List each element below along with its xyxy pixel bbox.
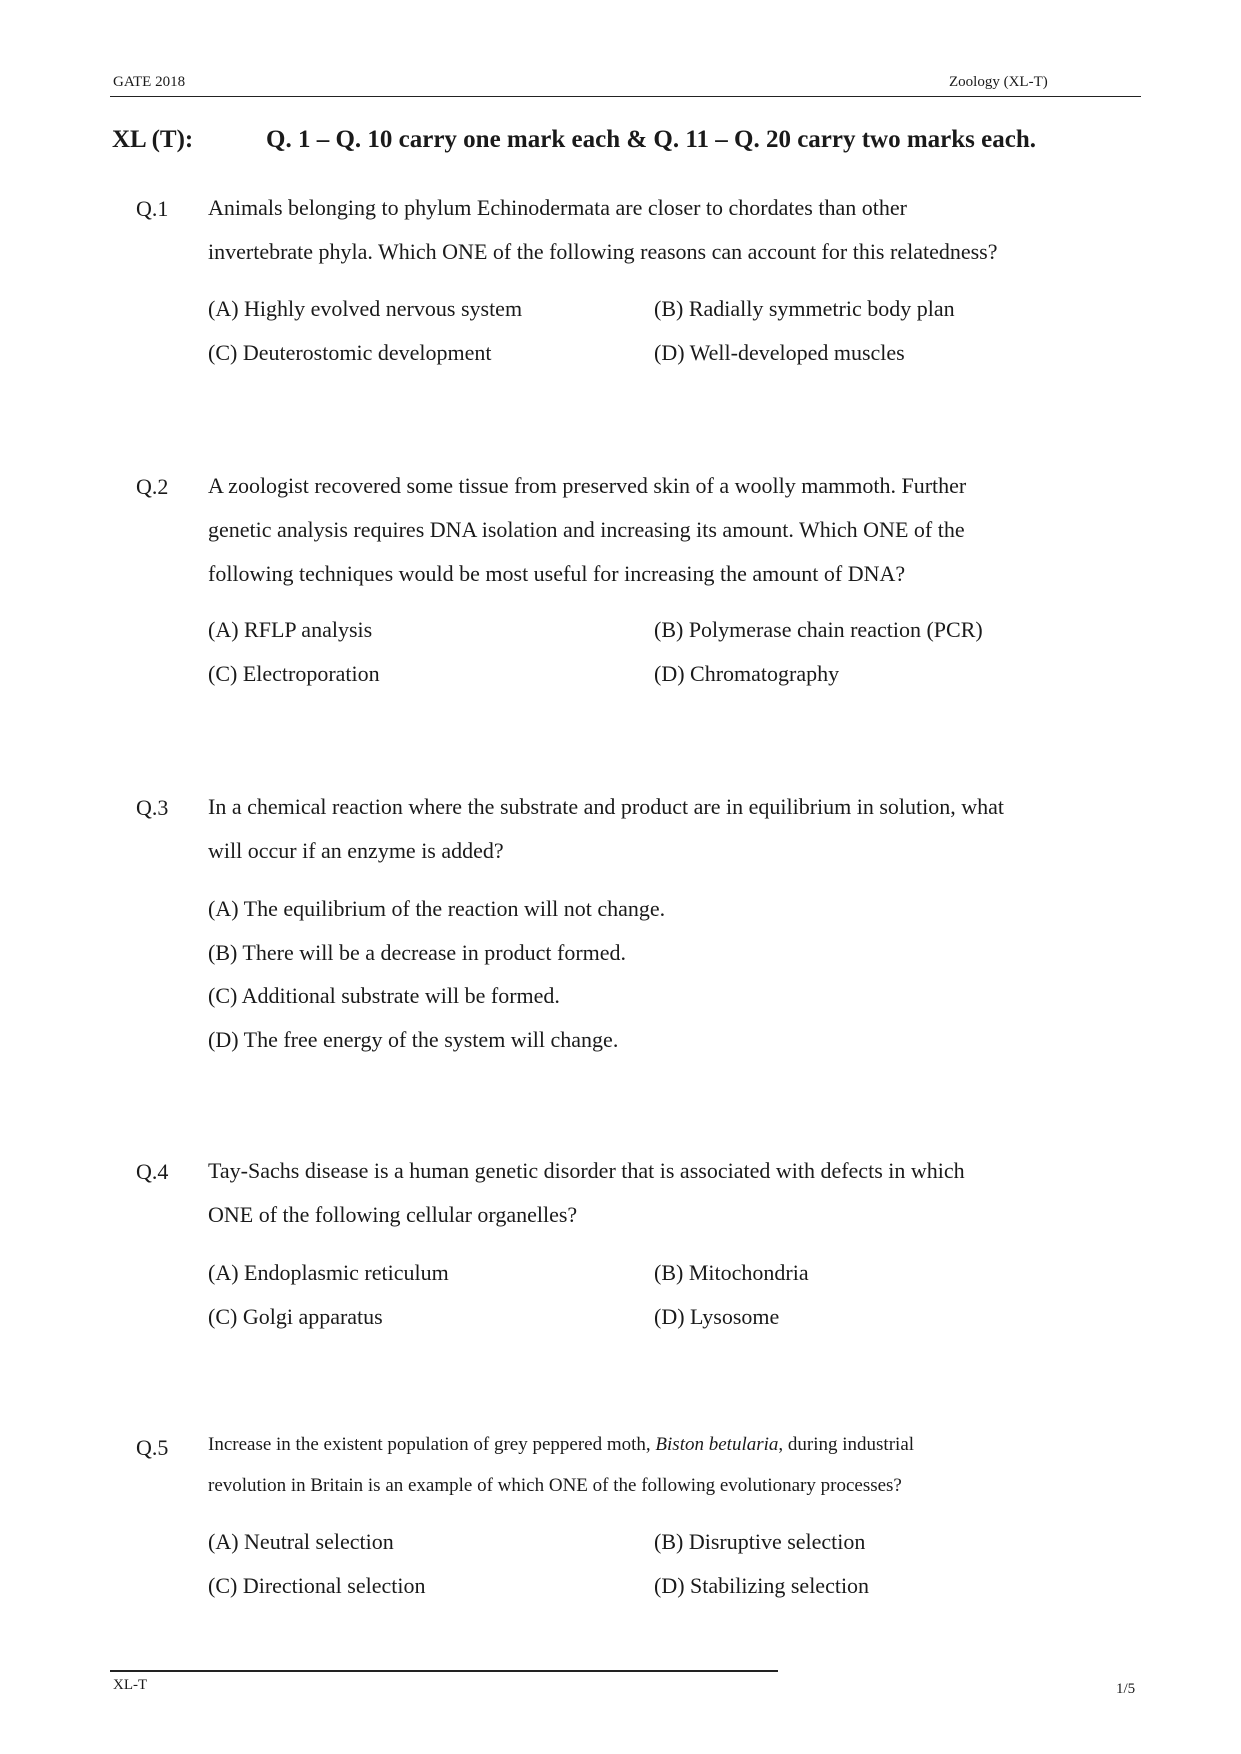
question-text-run: , during industrial [778, 1434, 915, 1455]
question-text-line: following techniques would be most useful for increasing the amount of DNA? [208, 561, 906, 586]
footer-rule [110, 1670, 778, 1672]
question-text [208, 186, 1128, 274]
option-d: (D) Lysosome [654, 1304, 780, 1329]
question-text-line: ONE of the following cellular organelles? [208, 1202, 578, 1227]
header-rule [110, 96, 1141, 97]
header-paper-name: Zoology (XL-T) [949, 74, 1048, 90]
option-a: (A) Neutral selection [208, 1529, 394, 1554]
option-b: (B) Polymerase chain reaction (PCR) [654, 617, 983, 642]
section-label: XL (T): [112, 126, 194, 153]
question-text-line: invertebrate phyla. Which ONE of the following reasons can account for this relatedness? [208, 239, 998, 264]
question-number: Q.2 [136, 474, 169, 499]
question-text-line: In a chemical reaction where the substrate and product are in equilibrium in solution, what [208, 794, 1005, 819]
section-description: Q. 1 – Q. 10 carry one mark each & Q. 11 – Q. 20 carry two marks each. [266, 126, 1037, 153]
option-d: (D) The free energy of the system will change. [208, 1027, 619, 1052]
option-c: (C) Deuterostomic development [208, 340, 492, 365]
species-name: Biston betularia [655, 1434, 779, 1455]
option-d: (D) Chromatography [654, 661, 840, 686]
option-d: (D) Stabilizing selection [654, 1573, 870, 1598]
option-c: (C) Additional substrate will be formed. [208, 983, 560, 1008]
header-exam-name: GATE 2018 [113, 74, 186, 90]
question-number: Q.4 [136, 1159, 169, 1184]
option-c: (C) Golgi apparatus [208, 1304, 383, 1329]
question-text [208, 464, 1128, 596]
question-text-line: genetic analysis requires DNA isolation and increasing its amount. Which ONE of the [208, 517, 965, 542]
question-text-line: Animals belonging to phylum Echinodermata are closer to chordates than other [208, 195, 907, 220]
question-text-line [208, 1424, 1128, 1465]
question-number: Q.3 [136, 795, 169, 820]
option-d: (D) Well-developed muscles [654, 340, 905, 365]
question-text-line: will occur if an enzyme is added? [208, 838, 504, 863]
option-b: (B) Radially symmetric body plan [654, 296, 955, 321]
question-text-run: Increase in the existent population of grey peppered moth, [208, 1434, 651, 1455]
question-number: Q.5 [136, 1435, 169, 1460]
page-number: 1/5 [1116, 1681, 1136, 1697]
question-text [208, 1424, 1128, 1506]
option-b: (B) There will be a decrease in product formed. [208, 940, 627, 965]
option-a: (A) Endoplasmic reticulum [208, 1260, 449, 1285]
footer-paper-code: XL-T [113, 1677, 148, 1693]
option-a: (A) The equilibrium of the reaction will not change. [208, 896, 666, 921]
option-c: (C) Directional selection [208, 1573, 426, 1598]
option-a: (A) Highly evolved nervous system [208, 296, 523, 321]
option-b: (B) Disruptive selection [654, 1529, 866, 1554]
option-b: (B) Mitochondria [654, 1260, 809, 1285]
question-text-line: A zoologist recovered some tissue from preserved skin of a woolly mammoth. Further [208, 473, 967, 498]
question-number: Q.1 [136, 196, 169, 221]
question-text [208, 1149, 1128, 1237]
option-c: (C) Electroporation [208, 661, 380, 686]
question-text-line: revolution in Britain is an example of which ONE of the following evolutionary processes? [208, 1475, 902, 1496]
option-a: (A) RFLP analysis [208, 617, 373, 642]
question-text [208, 785, 1128, 873]
question-text-line: Tay-Sachs disease is a human genetic disorder that is associated with defects in which [208, 1158, 965, 1183]
